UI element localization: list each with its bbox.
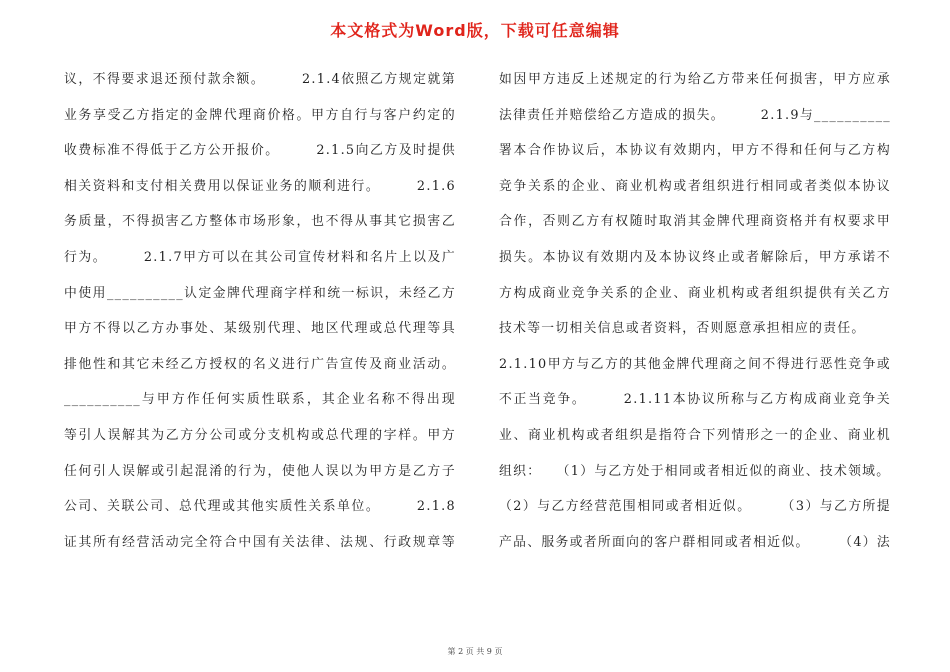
text-line: __________与甲方作任何实质性联系，其企业名称不得出现 [64, 392, 456, 408]
text-line: 证其所有经营活动完全符合中国有关法律、法规、行政规章等 [64, 534, 456, 550]
text-line: 收费标准不得低于乙方公开报价。 2.1.5向乙方及时提供 [64, 143, 456, 159]
text-line: 业、商业机构或者组织是指符合下列情形之一的企业、商业机 [499, 427, 891, 443]
text-line: 相关资料和支付相关费用以保证业务的顺利进行。 2.1.6 [64, 178, 456, 194]
text-line: 损失。本协议有效期内及本协议终止或者解除后，甲方承诺不 [499, 249, 891, 265]
text-line: 竞争关系的企业、商业机构或者组织进行相同或者类似本协议 [499, 178, 891, 194]
text-line: 业务享受乙方指定的金牌代理商价格。甲方自行与客户约定的 [64, 107, 456, 123]
text-line: 公司、关联公司、总代理或其他实质性关系单位。 2.1.8 [64, 499, 456, 515]
text-line: 合作，否则乙方有权随时取消其金牌代理商资格并有权要求甲 [499, 214, 891, 230]
text-line: 2.1.10甲方与乙方的其他金牌代理商之间不得进行恶性竞争或 [499, 356, 891, 372]
document-banner: 本文格式为Word版，下载可任意编辑 [330, 21, 620, 40]
text-line: 中使用__________认定金牌代理商字样和统一标识，未经乙方 [64, 285, 456, 301]
text-line: 排他性和其它未经乙方授权的名义进行广告宣传及商业活动。 [64, 356, 456, 372]
text-line: 署本合作协议后，本协议有效期内，甲方不得和任何与乙方构 [499, 143, 891, 159]
text-line: （2）与乙方经营范围相同或者相近似。 （3）与乙方所提 [499, 499, 891, 515]
text-line: 产品、服务或者所面向的客户群相同或者相近似。 （4）法 [499, 534, 891, 550]
text-line: 不正当竞争。 2.1.11本协议所称与乙方构成商业竞争关 [499, 392, 891, 408]
text-line: 任何引人误解或引起混淆的行为，使他人误以为甲方是乙方子 [64, 463, 456, 479]
text-line: 行为。 2.1.7甲方可以在其公司宣传材料和名片上以及广 [64, 249, 456, 265]
text-line: 等引人误解其为乙方分公司或分支机构或总代理的字样。甲方 [64, 427, 456, 443]
left-text-column [64, 62, 456, 560]
text-line: 甲方不得以乙方办事处、某级别代理、地区代理或总代理等具 [64, 321, 456, 337]
text-line: 组织： （1）与乙方处于相同或者相近似的商业、技术领域。 [499, 463, 891, 479]
text-line: 务质量，不得损害乙方整体市场形象，也不得从事其它损害乙 [64, 214, 456, 230]
text-line: 方构成商业竞争关系的企业、商业机构或者组织提供有关乙方 [499, 285, 891, 301]
text-line: 如因甲方违反上述规定的行为给乙方带来任何损害，甲方应承 [499, 72, 891, 87]
text-line: 技术等一切相关信息或者资料，否则愿意承担相应的责任。 [499, 321, 866, 337]
text-line: 法律责任并赔偿给乙方造成的损失。 2.1.9与__________ [499, 107, 891, 123]
text-line: 议，不得要求退还预付款余额。 2.1.4依照乙方规定就第 [64, 72, 456, 87]
page-number-footer: 第 2 页 共 9 页 [447, 647, 503, 656]
right-text-column [499, 62, 891, 560]
